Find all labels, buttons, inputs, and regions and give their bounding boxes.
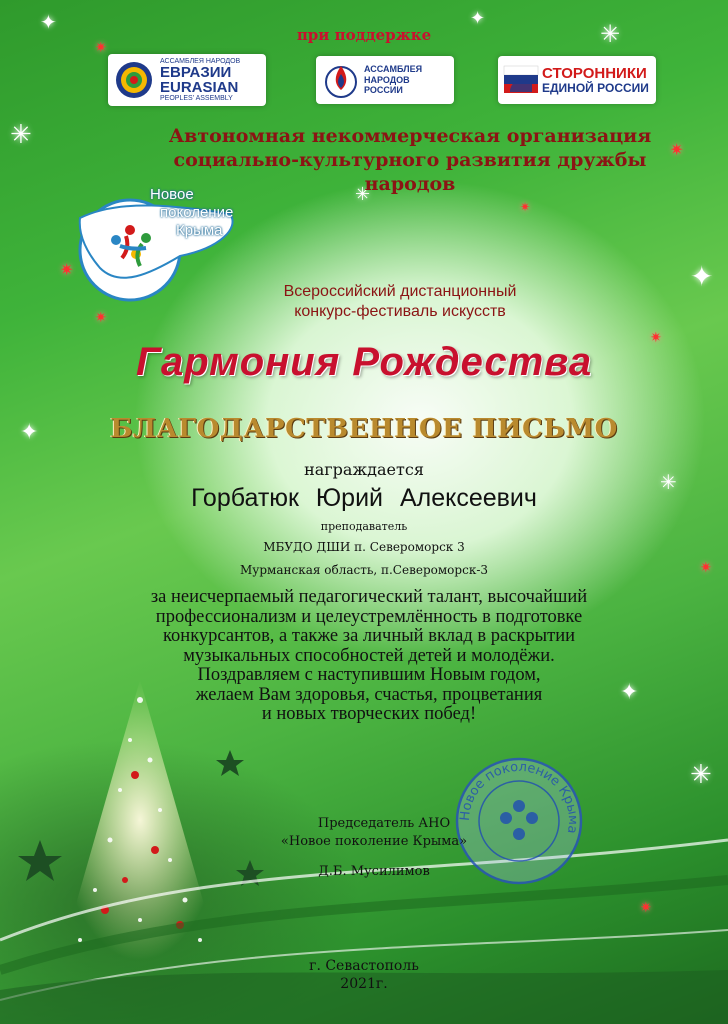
- signatory-title: Председатель АНО: [317, 816, 451, 831]
- festival-name: Гармония Рождества: [135, 340, 593, 384]
- recipient-school: МБУДО ДШИ п. Североморск 3: [263, 540, 465, 554]
- org-logo-title: [150, 186, 233, 240]
- sparkles-decoration: ✦ ✷ ✳ ✷ ✦ ✷ ✳ ✷ ✦ ✷ ✳ ✷ ✦ ✳ ✷ ✦ ✷ ✳: [10, 8, 714, 916]
- ansr-line3: РОССИИ: [364, 85, 403, 96]
- signatory-organization: «Новое поколение Крыма»: [280, 834, 468, 849]
- organization-line1: Автономная некоммерческая организация: [168, 125, 652, 147]
- gratitude-line: и новых творческих побед!: [261, 704, 477, 724]
- ansr-line1: АССАМБЛЕЯ: [364, 64, 423, 75]
- issue-year: 2021г.: [340, 976, 388, 992]
- gratitude-line: Поздравляем с наступившим Новым годом,: [197, 665, 541, 685]
- bear-flag-icon: [502, 60, 540, 100]
- er-line2: ЕДИНОЙ РОССИИ: [542, 80, 649, 95]
- recipient-role: преподаватель: [320, 520, 408, 533]
- gratitude-text: [80, 588, 658, 725]
- eurasia-line4: PEOPLES' ASSEMBLY: [160, 95, 233, 102]
- eurasia-assembly-logo: [108, 54, 266, 106]
- gratitude-line: конкурсантов, а также за личный вклад в раскрытии: [163, 626, 575, 646]
- gratitude-line: за неисчерпаемый педагогический талант, высочайший: [150, 587, 588, 607]
- signatory-name: Д.Б. Мусилимов: [318, 864, 430, 879]
- ansr-line2: НАРОДОВ: [364, 74, 410, 85]
- stamp-text: Новое поколение Крыма: [457, 759, 581, 835]
- eurasia-line1: АССАМБЛЕЯ НАРОДОВ: [160, 58, 241, 65]
- eurasia-line2: ЕВРАЗИИ: [160, 64, 232, 81]
- swirl-decoration: [0, 820, 728, 1024]
- assembly-emblem-icon: [322, 60, 360, 100]
- support-label: при поддержке: [296, 26, 432, 44]
- united-russia-supporters-logo: [498, 56, 656, 104]
- eurasia-line3: EURASIAN: [160, 79, 239, 96]
- contest-description: [230, 282, 570, 322]
- contest-line2: конкурс-фестиваль искусств: [294, 303, 506, 320]
- organization-line2: социально-культурного развития дружбы народов: [173, 149, 647, 195]
- recipient-region: Мурманская область, п.Североморск-3: [239, 563, 489, 577]
- gratitude-line: музыкальных способностей детей и молодёжи.: [183, 645, 555, 666]
- org-logo-line1: Новое: [150, 186, 194, 203]
- recipient-name: Горбатюк Юрий Алексеевич: [191, 484, 537, 512]
- org-logo-line3: Крыма: [176, 222, 223, 239]
- issue-place: г. Севастополь: [309, 958, 419, 974]
- eurasia-emblem-icon: [114, 60, 154, 100]
- org-logo-line2: поколение: [160, 204, 234, 221]
- contest-line1: Всероссийский дистанционный: [283, 283, 517, 300]
- peoples-assembly-russia-logo: [316, 56, 454, 104]
- awarded-label: награждается: [304, 460, 424, 479]
- document-title: БЛАГОДАРСТВЕННОЕ ПИСЬМО: [110, 414, 618, 444]
- gratitude-line: профессионализм и целеустремлённость в подготовке: [155, 606, 583, 627]
- gratitude-line: желаем Вам здоровья, счастья, процветания: [195, 684, 543, 705]
- er-line1: СТОРОННИКИ: [542, 64, 647, 82]
